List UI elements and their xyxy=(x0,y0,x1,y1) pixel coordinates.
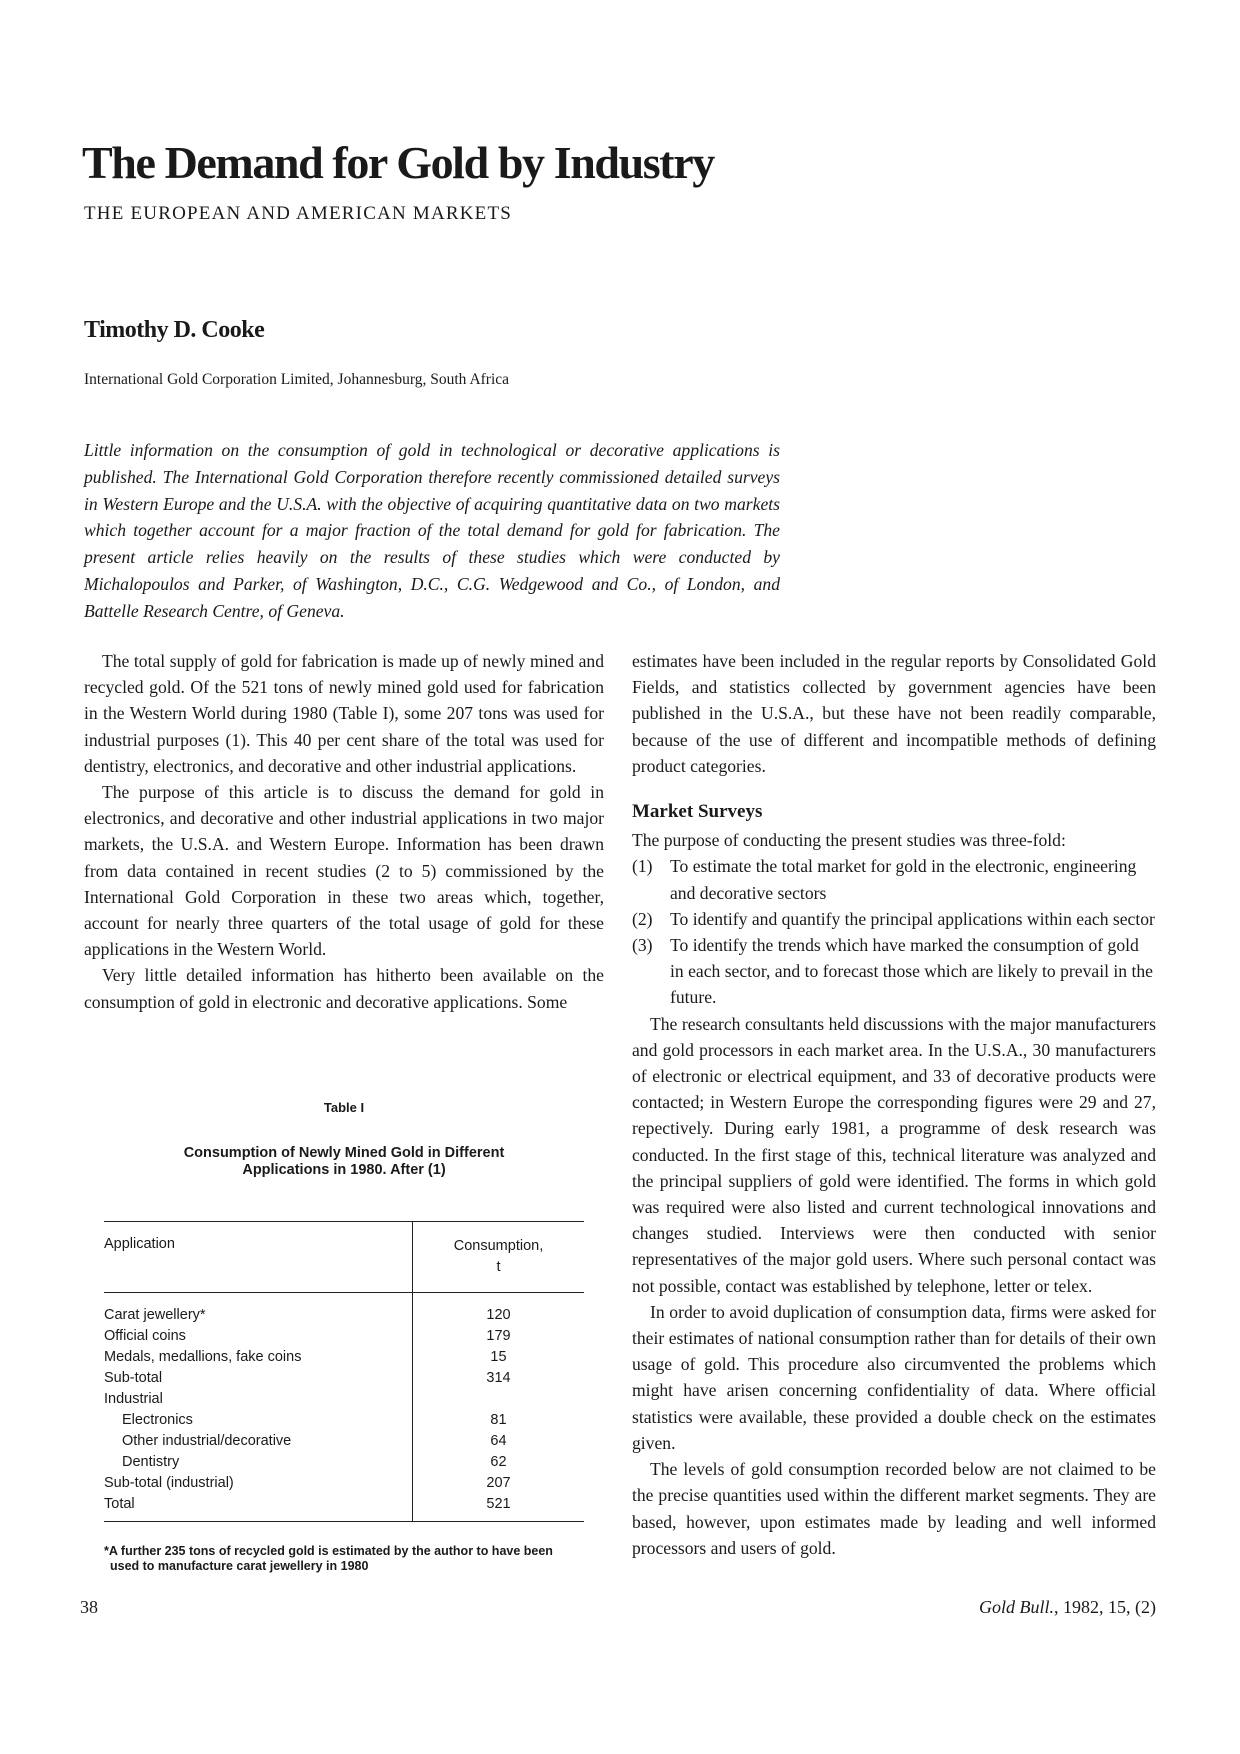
paragraph: Very little detailed information has hitherto been available on the consumption of gold in electronic and decorative applications. Some xyxy=(84,965,604,1012)
paragraph: The total supply of gold for fabrication is made up of newly mined and recycled gold. Of the 521 tons of newly mined gold used for fabrication in the Western World during 1980 (Table I), some 207 tons was used for industrial purposes (1). This 40 per cent share of the total was used for dentistry, electronics, and decorative and other industrial applications. xyxy=(84,651,604,776)
table-row-application: Official coins xyxy=(104,1328,186,1344)
right-column xyxy=(632,648,1156,1561)
table-footnote: *A further 235 tons of recycled gold is estimated by the author to have been used to manufacture carat jewellery in 1980 xyxy=(104,1544,553,1573)
table-row-application: Medals, medallions, fake coins xyxy=(104,1349,302,1365)
table-row-consumption: 120 xyxy=(486,1307,511,1323)
consumption-column xyxy=(412,1293,584,1521)
list-number: (3) xyxy=(632,935,653,956)
page-number: 38 xyxy=(80,1597,98,1617)
author-name: Timothy D. Cooke xyxy=(84,317,265,343)
section-heading: Market Surveys xyxy=(632,801,763,823)
table-row-consumption: 64 xyxy=(490,1433,507,1449)
paragraph: The research consultants held discussions with the major manufacturers and gold processors in each market area. In the U.S.A., 30 manufacturers of electronic or electrical equipment, and 33 of decorative products were contacted; in Western Europe the corresponding figures were 29 and 27, repectively. During early 1981, a programme of desk research was conducted. In the first stage of this, technical literature was analyzed and the principal suppliers of gold were identified. The forms in which gold was required were also listed and current technological innovations and changes studied. Interviews were then conducted with senior representatives of the major gold users. Where such personal contact was not possible, contact was established by telephone, letter or telex. xyxy=(632,1013,1156,1296)
list-text: To identify and quantify the principal applications within each sector xyxy=(670,908,1155,929)
paragraph: In order to avoid duplication of consumption data, firms were asked for their estimates of national consumption rather than for details of their own usage of gold. This procedure also circumvented the problems which might have arisen concerning confidentiality of data. Where official statistics were available, these provided a double check on the estimates given. xyxy=(632,1301,1156,1453)
table-row-consumption: 81 xyxy=(490,1412,507,1428)
table-row-application: Sub-total xyxy=(104,1370,163,1386)
list-number: (2) xyxy=(632,908,653,929)
left-column xyxy=(84,648,604,1015)
table-caption-line: Consumption of Newly Mined Gold in Different xyxy=(183,1145,505,1161)
table-row-application: Total xyxy=(104,1496,135,1512)
header-consumption-unit: t xyxy=(496,1259,501,1275)
table-caption xyxy=(104,1145,584,1179)
aims-list xyxy=(632,853,1156,1010)
table-row-application: Other industrial/decorative xyxy=(122,1433,292,1449)
table-row-application: Industrial xyxy=(104,1391,163,1407)
list-text: To estimate the total market for gold in the electronic, engineering and decorative sectors xyxy=(670,856,1137,903)
table-caption-line: Applications in 1980. After (1) xyxy=(242,1162,446,1178)
header-application: Application xyxy=(104,1236,175,1252)
table-row-consumption xyxy=(413,1389,584,1410)
journal-name: Gold Bull. xyxy=(979,1597,1054,1617)
table-body xyxy=(104,1293,584,1521)
table-row-application: Carat jewellery* xyxy=(104,1307,206,1323)
header-consumption xyxy=(412,1222,584,1292)
list-number: (1) xyxy=(632,856,653,877)
list-text: To identify the trends which have marked the consumption of gold in each sector, and to forecast those which are likely to prevail in the future. xyxy=(670,935,1153,1008)
paragraph: The purpose of conducting the present studies was three-fold: xyxy=(632,830,1066,851)
journal-citation xyxy=(979,1597,1156,1618)
table-row-consumption: 15 xyxy=(490,1349,507,1365)
paragraph: estimates have been included in the regular reports by Consolidated Gold Fields, and statistics collected by government agencies have been published in the U.S.A., but these have not been readily comparable, because of the use of different and incompatible methods of defining product categories. xyxy=(632,651,1156,776)
table-row-application: Electronics xyxy=(122,1412,193,1428)
paragraph: The purpose of this article is to discuss the demand for gold in electronics, and decorative and other industrial applications in two major markets, the U.S.A. and Western Europe. Information has been drawn from data contained in recent studies (2 to 5) commissioned by the International Gold Corporation in these two areas which, together, account for nearly three quarters of the total usage of gold for these applications in the Western World. xyxy=(84,782,604,960)
table-row-consumption: 179 xyxy=(486,1328,511,1344)
table-row-consumption: 62 xyxy=(490,1454,507,1470)
table-row-consumption: 314 xyxy=(486,1370,511,1386)
list-item xyxy=(632,906,1156,932)
table-label: Table I xyxy=(323,1100,365,1115)
table-row-application: Sub-total (industrial) xyxy=(104,1475,234,1491)
table-frame xyxy=(104,1221,584,1522)
table-row-application: Dentistry xyxy=(122,1454,180,1470)
table-row-consumption: 521 xyxy=(486,1496,511,1512)
paragraph: The levels of gold consumption recorded below are not claimed to be the precise quantities used within the different market segments. They are based, however, upon estimates made by leading and well informed processors and users of gold. xyxy=(632,1459,1156,1558)
table-1 xyxy=(104,1100,584,1574)
journal-volume: , 1982, 15, (2) xyxy=(1054,1597,1156,1617)
table-header xyxy=(104,1222,584,1293)
list-item xyxy=(632,853,1156,905)
table-row-consumption: 207 xyxy=(486,1475,511,1491)
abstract: Little information on the consumption of gold in technological or decorative applications is published. The International Gold Corporation therefore recently commissioned detailed surveys in Western Europe and the U.S.A. with the objective of acquiring quantitative data on two markets which together account for a major fraction of the total demand for gold for fabrication. The present article relies heavily on the results of these studies which were conducted by Michalopoulos and Parker, of Washington, D.C., C.G. Wedgewood and Co., of London, and Battelle Research Centre, of Geneva. xyxy=(84,440,780,621)
author-affiliation: International Gold Corporation Limited, Johannesburg, South Africa xyxy=(84,371,510,388)
article-title: The Demand for Gold by Industry xyxy=(82,137,714,188)
article-subtitle: THE EUROPEAN AND AMERICAN MARKETS xyxy=(84,203,513,224)
header-consumption-label: Consumption, xyxy=(453,1238,544,1254)
application-column xyxy=(104,1293,412,1521)
list-item xyxy=(632,932,1156,1011)
